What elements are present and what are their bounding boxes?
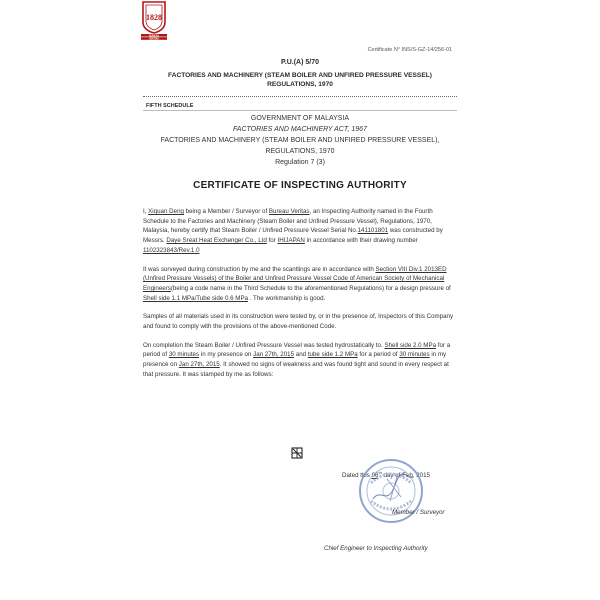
svg-text:BUREAU: BUREAU [149, 35, 159, 38]
svg-text:1828: 1828 [146, 13, 162, 22]
text: . It showed no signs of weakness and was found tight and sound in every respect at that pressure. It was stamped by me as follows: [143, 361, 449, 378]
certificate-body [143, 207, 459, 389]
text: for a period of [357, 351, 400, 359]
text: , an Inspecting Authority named in the Fourth Schedule to the Factories and Machinery (Steam Boiler and Unfired Pressure Vessel), Regulations, 1970, Malaysia, hereby certify that Steam Boiler / Unfired Pressure Vessel Serial No. [143, 208, 433, 235]
serial-number: 141101801 [357, 227, 389, 235]
text: day of Feb, 2015 [381, 472, 430, 480]
header-divider [143, 96, 457, 97]
regulation-title-line1: FACTORIES AND MACHINERY (STEAM BOILER AND UNFIRED PRESSURE VESSEL) [168, 72, 432, 79]
text: (being a code name in the Third Schedule to the aforementioned Regulations) for a design pressure of [170, 284, 451, 292]
test-period-1: 30 minutes [168, 351, 200, 359]
text: On completion the Steam Boiler / Unfired Pressure Vessel was tested hydrostatically to. [143, 341, 385, 349]
text: in accordance with their drawing number [304, 237, 418, 245]
schedule-label: FIFTH SCHEDULE [146, 103, 194, 109]
schedule-divider [143, 110, 457, 111]
text: for a period of [143, 341, 451, 359]
shell-test-pressure: Shell side 2.0 MPa [384, 341, 437, 349]
text: and [294, 351, 308, 359]
text: for [266, 237, 278, 245]
chief-engineer-label: Chief Engineer to Inspecting Authority [324, 545, 428, 552]
inspection-stamp-mark [290, 446, 304, 460]
regulation-title [140, 71, 460, 89]
paragraph-certification [143, 207, 459, 256]
gov-line2: FACTORIES AND MACHINERY ACT, 1967 [233, 126, 367, 133]
gov-line1: GOVERNMENT OF MALAYSIA [250, 115, 350, 122]
certificate-number: Certificate N° INS/S-GZ-14/256-01 [367, 47, 452, 53]
paragraph-materials: Samples of all materials used in its construction were tested by, or in the presence of, Inspectors of this Company and found to comply with the provisions of the above-mentioned Code. [143, 313, 454, 331]
member-surveyor-label: Member / Surveyor [392, 509, 445, 516]
text: I, [143, 208, 149, 215]
government-block [140, 113, 460, 168]
regulation-title-line2: REGULATIONS, 1970 [267, 81, 333, 88]
svg-text:VERITAS: VERITAS [149, 38, 159, 40]
test-date-1: Jan 27th, 2015 [253, 351, 295, 359]
gov-line5: Regulation 7 (3) [275, 159, 325, 166]
authority-name: Bureau Veritas [268, 208, 310, 215]
manufacturer-name: Daye Sreat Heat Exchenger Co., Ltd [166, 237, 267, 245]
text: was constructed by Messrs. [143, 227, 443, 245]
text: Dated this [342, 472, 372, 480]
pua-reference: P.U.(A) 5/70 [281, 59, 319, 66]
text: being a Member / Surveyor of [183, 208, 269, 215]
design-pressure: Shell side 1.1 MPa/Tube side 0.6 MPa [143, 294, 249, 302]
drawing-number: 1102323843/Rev.1.0 [143, 246, 200, 254]
paragraph-hydrostatic-test [143, 341, 459, 380]
text: in my presence on [143, 351, 447, 369]
day-suffix: th [378, 470, 382, 475]
bureau-veritas-logo [140, 0, 168, 40]
paragraph-survey [143, 265, 459, 304]
text: in my presence on [199, 351, 254, 359]
code-reference: Section VIII Div.1 2013ED (Unfired Pressure Vessels) of the Boiler and Unfired Pressure Vessel Code of American Society of Mechanical Engineers [143, 265, 447, 292]
text: . The workmanship is good. [248, 294, 326, 302]
tube-test-pressure: tube side 1.2 MPa [307, 351, 358, 359]
text: It was surveyed during construction by me and the scantlings are in accordance with [143, 265, 376, 273]
gov-line4: REGULATIONS, 1970 [265, 148, 335, 155]
test-period-2: 30 minutes [399, 351, 430, 359]
surveyor-name: Xiquan Deng [148, 208, 184, 215]
gov-line3: FACTORIES AND MACHINERY (STEAM BOILER AND UNFIRED PRESSURE VESSEL), [160, 137, 440, 144]
date-day: 06 [371, 472, 379, 480]
client-name: IHIJAPAN [277, 237, 305, 245]
certificate-title: CERTIFICATE OF INSPECTING AUTHORITY [193, 180, 407, 191]
test-date-2: Jan 27th, 2015 [178, 361, 220, 369]
